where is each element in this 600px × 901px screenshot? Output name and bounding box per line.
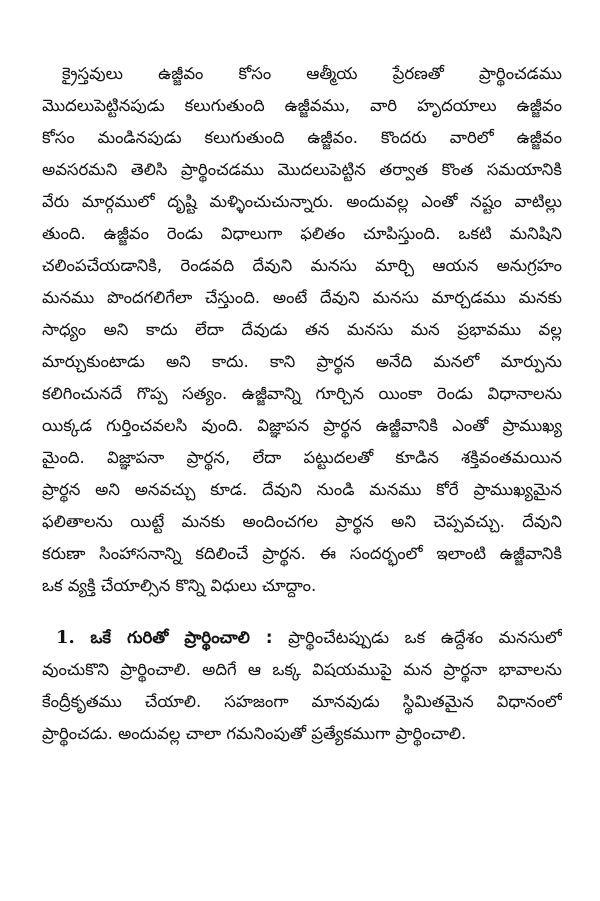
paragraph-revival-prayer [42, 58, 562, 602]
section-one-focused-prayer [42, 622, 562, 750]
text-line: ప్రార్థన అని అనవచ్చు కూడ. దేవుని నుండి మనము కోరే ప్రాముఖ్యమైన [42, 480, 562, 499]
text-line: కోసం మండినపుడు కలుగుతుంది ఉజ్జీవం. కొందరు వారిలో ఉజ్జీవం [42, 128, 562, 147]
text-line: యిక్కడ గుర్తించవలసి వుంది. విజ్ఞాపన ప్రార్థన ఉజ్జీవానికి ఎంతో ప్రాముఖ్య [42, 416, 562, 435]
section-number: 1. [56, 627, 75, 648]
text-line: చలింపచేయడానికి, రెండవది దేవుని మనసు మార్చి ఆయన అనుగ్రహం [42, 256, 562, 275]
text-line: సాధ్యం అని కాదు లేదా దేవుడు తన మనసు మన ప్రభావము వల్ల [42, 320, 562, 339]
text-line: వుంచుకొని ప్రార్థించాలి. అదిగే ఆ ఒక్క విషయముపై మన ప్రార్థనా భావాలను [42, 660, 562, 679]
page-body [42, 58, 562, 750]
text-line: ప్రార్థించేటప్పుడు ఒక ఉద్దేశం మనసులో [288, 628, 562, 647]
text-line: కేంద్రీకృతము చేయాలి. సహజంగా మానవుడు స్థిమితమైన విధానంలో [42, 692, 562, 711]
text-line: కరుణా సింహాసనాన్ని కదిలించే ప్రార్థన. ఈ సందర్భంలో ఇలాంటి ఉజ్జీవానికి [42, 544, 562, 563]
text-line: ప్రార్థించడు. అందువల్ల చాలా గమనింపుతో ప్రత్యేకముగా ప్రార్థించాలి. [42, 724, 467, 743]
text-line: క్రైస్తవులు ఉజ్జీవం కోసం ఆత్మీయ ప్రేరణతో ప్రార్థించడము [62, 64, 562, 83]
section-heading: ఒకే గురితో ప్రార్థించాలి : [90, 628, 273, 647]
text-line: మైంది. విజ్ఞాపనా ప్రార్థన, లేదా పట్టుదలతో కూడిన శక్తివంతమయిన [42, 448, 562, 467]
text-line: వేరు మార్గములో దృష్టి మళ్ళించుచున్నారు. అందువల్ల ఎంతో నష్టం వాటిల్లు [42, 192, 562, 211]
text-line: మొదలుపెట్టినపుడు కలుగుతుంది ఉజ్జీవము, వారి హృదయాలు ఉజ్జీవం [42, 96, 562, 115]
section-heading-line [42, 622, 562, 654]
text-line: ఒక వ్యక్తి చేయాల్సిన కొన్ని విధులు చూద్దాం. [42, 576, 317, 595]
text-line: మార్చుకుంటాడు అని కాదు. కాని ప్రార్థన అనేది మనలో మార్పును [42, 352, 562, 371]
text-line: ఫలితాలను యిట్టే మనకు అందించగల ప్రార్థన అని చెప్పవచ్చు. దేవుని [42, 512, 562, 531]
text-line: మనము పొందగలిగేలా చేస్తుంది. అంటే దేవుని మనసు మార్చడము మనకు [42, 288, 562, 307]
paragraph-gap [42, 602, 562, 622]
text-line: అవసరమని తెలిసి ప్రార్థించడము మొదలుపెట్టిన తర్వాత కొంత సమయానికి [42, 160, 562, 179]
text-line: తుంది. ఉజ్జీవం రెండు విధాలుగా ఫలితం చూపిస్తుంది. ఒకటి మనిషిని [42, 224, 562, 243]
text-line: కలిగించునదే గొప్ప సత్యం. ఉజ్జీవాన్ని గూర్చిన యింకా రెండు విధానాలను [42, 384, 562, 403]
